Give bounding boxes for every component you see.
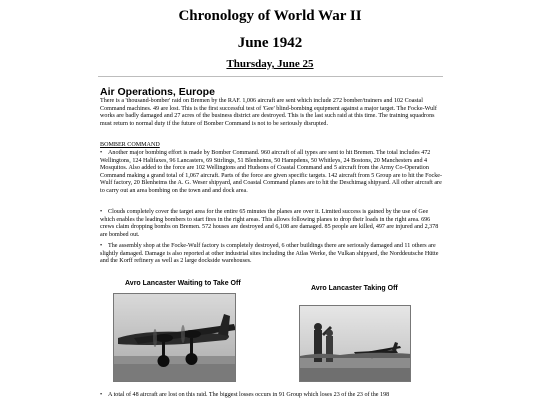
list-item-text: Another major bombing effort is made by Bomber Command. 960 aircraft of all types are sent to hit Bremen. The total includes 472 Wellingtons, 124 Halifaxes, 96 Lancasters, 69 Stirlings, 51 Blenheims, 50 Hampdens, 50 Whitleys, 24 Bostons, 20 Manchesters and 4 Mosquitos. Also added to the force are 102 Wellingtons and Hudsons of Coastal Command and 5 aircraft from the Army Co-Operation Command making a grand total of 1,067 aircraft. Parts of the force are given specific targets. 142 aircraft from 5 Group are to hit the Focke-Wulf factory, 20 Blenheims the A. G. Weser shipyard, and Coastal Command planes are to hit the Deschimag shipyard. All other aircraft are to carry out an area bombing on the town and and dock area. bbox=[100, 150, 443, 194]
list-item bbox=[100, 209, 443, 239]
bomber-command-subheading: BOMBER COMMAND bbox=[100, 142, 160, 148]
list-item-text: The assembly shop at the Focke-Wulf factory is completely destroyed, 6 other buildings there are seriously damaged and 11 others are slightly damaged. Damage is also reported at other industrial sites including the Atlas Werke, the Vulkan shipyard, the Norddeutsche Hütte and the Korff refinery as well as 2 large dockside warehouses. bbox=[100, 243, 439, 264]
list-item bbox=[100, 392, 443, 400]
lancaster-takeoff-image bbox=[300, 306, 411, 382]
section-heading: Air Operations, Europe bbox=[100, 86, 215, 98]
intro-paragraph: There is a 'thousand-bomber' raid on Bremen by the RAF. 1,006 aircraft are sent which include 272 bomber/trainers and 102 Coastal Command machines. 49 are lost. This is the first successful test of 'Gee' blind-bombing equipment against a major target. The Focke-Wulf works are badly damaged and 27 acres of the business district are destroyed. This is the last such raid at this time. The training squadrons must return to normal duty if the future of Bomber Command is not to be seriously disrupted. bbox=[100, 98, 437, 127]
bullet-icon: • bbox=[100, 209, 103, 215]
list-item-text: A total of 48 aircraft are lost on this raid. The biggest losses occurs in 91 Group which loses 23 of the 23 of the 198 bbox=[108, 392, 390, 398]
list-item-text: Clouds completely cover the target area for the entire 65 minutes the planes are over it. Limited success is gained by the use of Gee which enables the leading bombers to start fires in the right areas. This allows following planes to drop their loads in the right area. 696 crews claim dropping bombs on Bremen. 572 houses are destroyed and 6,108 are damaged. 85 people are killed, 497 are injured and 2,378 are bombed out. bbox=[100, 209, 439, 238]
figure-caption: Avro Lancaster Waiting to Take Off bbox=[125, 280, 241, 287]
lancaster-waiting-photo bbox=[113, 293, 236, 382]
date-heading: Thursday, June 25 bbox=[226, 58, 314, 70]
list-item bbox=[100, 243, 443, 266]
bullet-icon: • bbox=[100, 150, 103, 156]
lancaster-takeoff-photo bbox=[299, 305, 411, 382]
bullet-icon: • bbox=[100, 243, 103, 249]
lancaster-waiting-image bbox=[114, 294, 236, 382]
figure-caption: Avro Lancaster Taking Off bbox=[311, 285, 398, 292]
page-title: Chronology of World War II bbox=[178, 8, 362, 24]
bullet-icon: • bbox=[100, 392, 103, 398]
horizontal-divider bbox=[98, 76, 443, 77]
list-item bbox=[100, 150, 443, 195]
month-heading: June 1942 bbox=[237, 35, 303, 51]
